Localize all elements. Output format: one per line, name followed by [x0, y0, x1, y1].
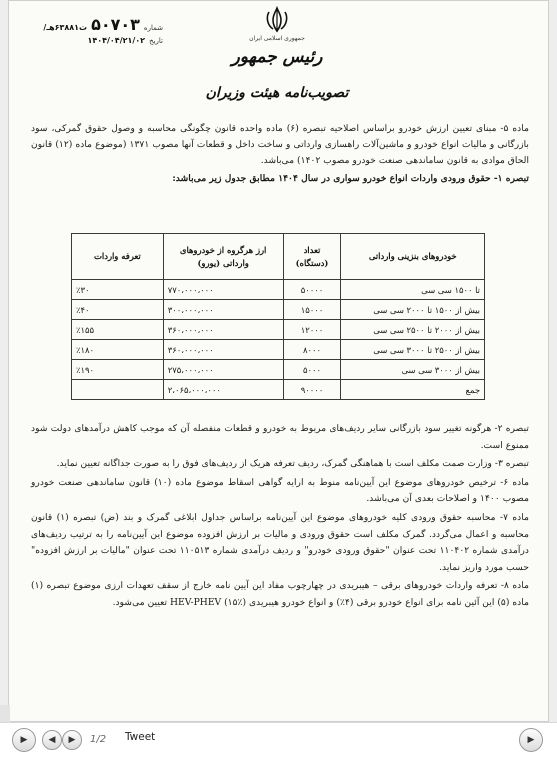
reference-block: [43, 15, 163, 47]
table-header-row: [72, 234, 485, 280]
article-6: ماده ۶- ترخیص خودروهای موضوع این آیین‌نامه منوط به ارایه گواهی اسقاط موضوع ماده (۱۰) قانون ساماندهی صنعت خودرو مصوب ۱۴۰۰ و اصلاحات بعدی آن می‌باشد.: [31, 476, 529, 505]
cell-total-tariff: [72, 380, 164, 400]
president-title: رئیس جمهور: [231, 47, 323, 67]
number-value: ۵۰۷۰۳: [91, 15, 140, 34]
note-3: تبصره ۳- وزارت صمت مکلف است با هماهنگی گمرک، ردیف تعرفه هریک از ردیف‌های فوق را به صورت جداگانه تعیین نماید.: [56, 458, 529, 470]
cell-tariff: ٪۱۵۵: [72, 320, 164, 340]
body-text-top: [31, 121, 529, 189]
date-value: ۱۴۰۴/۰۴/۲۱/۰۲: [87, 36, 146, 45]
table-row: [72, 340, 485, 360]
previous-page-button[interactable]: [42, 730, 62, 750]
table-total-row: [72, 380, 485, 400]
cell-currency: ۳۶۰،۰۰۰،۰۰۰: [163, 320, 283, 340]
cell-tariff: ٪۳۰: [72, 280, 164, 300]
cell-currency: ۷۷۰،۰۰۰،۰۰۰: [163, 280, 283, 300]
republic-label: جمهوری اسلامی ایران: [249, 35, 305, 42]
header-currency: ارز هرگروه از خودروهای وارداتی (یورو): [163, 234, 283, 280]
note-1: تبصره ۱- حقوق ورودی واردات انواع خودرو سواری در سال ۱۴۰۴ مطابق جدول زیر می‌باشد:: [172, 173, 529, 184]
page-indicator: 1/2: [90, 734, 107, 745]
cell-category: بیش از ۲۵۰۰ تا ۳۰۰۰ سی سی: [341, 340, 485, 360]
article-5: ماده ۵- مبنای تعیین ارزش خودرو براساس اصلاحیه تبصره (۶) ماده واحده قانون چگونگی محاسبه و وصول حقوق گمرکی، سود بازرگانی و مالیات انواع خودرو و ماشین‌آلات راهسازی وارداتی و ساخت داخل و قطعات آنها مصوب ۱۳۷۱ (موضوع ماده (۱۲) قانون الحاق موادی به قانون ساماندهی صنعت خودرو مصوب ۱۴۰۲) می‌باشد.: [31, 123, 529, 166]
cell-tariff: ٪۴۰: [72, 300, 164, 320]
cell-currency: ۳۶۰،۰۰۰،۰۰۰: [163, 340, 283, 360]
number-suffix: /ت۶۳۸۸۱هـ: [43, 23, 88, 32]
next-page-button[interactable]: [62, 730, 82, 750]
cell-total-label: جمع: [341, 380, 485, 400]
body-text-bottom: [31, 421, 529, 614]
header-category: خودروهای بنزینی وارداتی: [341, 234, 485, 280]
cell-count: ۱۵۰۰۰: [283, 300, 341, 320]
emblem-icon: [262, 5, 292, 35]
cell-count: ۱۲۰۰۰: [283, 320, 341, 340]
cell-currency: ۲۷۵،۰۰۰،۰۰۰: [163, 360, 283, 380]
cell-count: ۵۰۰۰۰: [283, 280, 341, 300]
chevron-right-icon: ▶: [68, 735, 76, 745]
play-icon: ▶: [20, 735, 28, 745]
cell-count: ۸۰۰۰: [283, 340, 341, 360]
forward-icon: ▶: [527, 735, 535, 745]
cell-total-currency: ۲،۰۶۵،۰۰۰،۰۰۰: [163, 380, 283, 400]
forward-button[interactable]: [519, 728, 543, 752]
play-button[interactable]: [12, 728, 36, 752]
cell-category: بیش از ۱۵۰۰ تا ۲۰۰۰ سی سی: [341, 300, 485, 320]
cell-category: بیش از ۳۰۰۰ سی سی: [341, 360, 485, 380]
cell-count: ۵۰۰۰: [283, 360, 341, 380]
cell-category: تا ۱۵۰۰ سی سی: [341, 280, 485, 300]
article-8: ماده ۸- تعرفه واردات خودروهای برقی – هیبریدی در چهارچوب مفاد این آیین نامه خارج از سقف تعهدات ارزی موضوع تبصره (۱) ماده (۵) این آئین نامه برای انواع خودرو برقی (۴٪) و انواع خودرو هیبریدی HEV-PHEV (۱۵٪) تعیین می‌شود.: [31, 580, 529, 608]
cell-category: بیش از ۲۰۰۰ تا ۲۵۰۰ سی سی: [341, 320, 485, 340]
viewer-footer: [0, 722, 557, 766]
number-label: شماره: [143, 24, 163, 32]
table-row: [72, 300, 485, 320]
cell-tariff: ٪۱۹۰: [72, 360, 164, 380]
tariff-table: [71, 233, 485, 400]
table-row: [72, 320, 485, 340]
tweet-link[interactable]: Tweet: [125, 731, 156, 743]
header-count: تعداد (دستگاه): [283, 234, 341, 280]
cell-currency: ۳۰۰،۰۰۰،۰۰۰: [163, 300, 283, 320]
chevron-left-icon: ◀: [48, 735, 56, 745]
document-page: [8, 0, 549, 722]
table-row: [72, 280, 485, 300]
table-row: [72, 360, 485, 380]
article-7: ماده ۷- محاسبه حقوق ورودی کلیه خودروهای موضوع این آیین‌نامه براساس جداول ابلاغی گمرک و بند (ض) تبصره (۱) قانون محاسبه و اعمال می‌گردد. گمرک مکلف است حقوق ورودی و مالیات بر ارزش افزوده موضوع این آیین‌نامه را به ترتیب ردیف‌های درآمدی شماره ۱۱۰۴۰۲ تحت عنوان "حقوق ورودی خودرو" و ردیف درآمدی شماره ۱۱۰۵۱۳ تحت عنوان "مالیات بر ارزش افزوده" حسب مورد واریز نماید.: [31, 511, 529, 573]
date-label: تاریخ: [149, 37, 163, 45]
header-tariff: تعرفه واردات: [72, 234, 164, 280]
note-2: تبصره ۲- هرگونه تغییر سود بازرگانی سایر ردیف‌های مربوط به خودرو و قطعات منفصله آن که موجب کاهش درآمدهای دولت شود ممنوع است.: [31, 423, 529, 451]
approval-title: تصویب‌نامه هیئت وزیران: [205, 85, 349, 101]
cell-total-count: ۹۰۰۰۰: [283, 380, 341, 400]
cell-tariff: ٪۱۸۰: [72, 340, 164, 360]
